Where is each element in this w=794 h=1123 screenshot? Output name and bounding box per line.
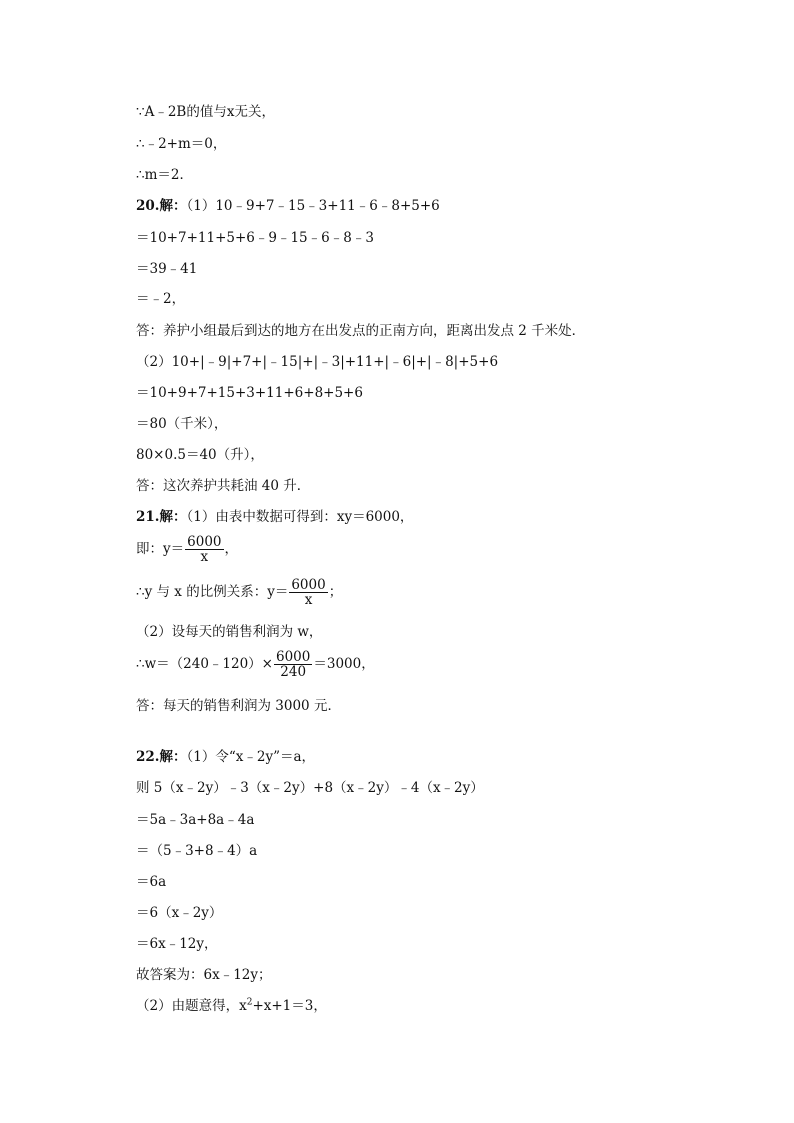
q20-line-6: ＝10+9+7+15+3+11+6+8+5+6 bbox=[136, 385, 363, 401]
line-2: ∴﹣2+m＝0， bbox=[136, 136, 227, 152]
q21-fraction-line-1: 即：y＝ $\frac{6000}{x}$ ， bbox=[136, 534, 238, 565]
q22-line-4: ＝（5﹣3+8﹣4）a bbox=[136, 843, 258, 859]
q22-label: 22.解： bbox=[136, 749, 187, 765]
q21-answer: 答：每天的销售利润为 3000 元． bbox=[136, 698, 341, 714]
q22-line-8: 故答案为：6x﹣12y； bbox=[136, 967, 272, 983]
q21-line-w: （2）设每天的销售利润为 w， bbox=[136, 624, 323, 640]
fraction: $\frac{6000}{240}$ bbox=[276, 649, 311, 680]
line-3: ∴m＝2． bbox=[136, 167, 193, 183]
q22-line-6: ＝6（x﹣2y） bbox=[136, 905, 223, 921]
q22-line-2: 则 5（x﹣2y）﹣3（x﹣2y）+8（x﹣2y）﹣4（x﹣2y） bbox=[136, 780, 484, 796]
q22-line-3: ＝5a﹣3a+8a﹣4a bbox=[136, 812, 255, 828]
q20-line-8: 80×0.5＝40（升）， bbox=[136, 447, 264, 463]
q21-label: 21.解： bbox=[136, 509, 187, 525]
q21-fraction-line-3: ∴w＝（240﹣120）× $\frac{6000}{240}$ ＝3000， bbox=[136, 649, 375, 680]
q22-line-9: （2）由题意得，$x^2+x+1=3$， bbox=[136, 997, 327, 1014]
q20-line-5: （2）10+|﹣9|+7+|﹣15|+|﹣3|+11+|﹣6|+|﹣8|+5+6 bbox=[136, 354, 499, 370]
q20-answer-1: 答：养护小组最后到达的地方在出发点的正南方向，距离出发点 2 千米处． bbox=[136, 323, 586, 339]
q22-line-5: ＝6a bbox=[136, 874, 167, 890]
q21-text: （1）由表中数据可得到：xy＝6000， bbox=[186, 509, 414, 525]
q20-text: （1）10﹣9+7﹣15﹣3+11﹣6﹣8+5+6 bbox=[186, 198, 440, 214]
fraction: $\frac{6000}{x}$ bbox=[291, 577, 326, 608]
q22-line-7: ＝6x﹣12y， bbox=[136, 936, 218, 952]
q20-line-1 bbox=[136, 197, 440, 215]
q20-answer-2: 答：这次养护共耗油 40 升． bbox=[136, 478, 311, 494]
fraction: $\frac{6000}{x}$ bbox=[187, 534, 222, 565]
q21-line-1 bbox=[136, 508, 413, 526]
q22-line-1 bbox=[136, 748, 315, 766]
q20-line-4: ＝﹣2， bbox=[136, 291, 186, 307]
q20-line-2: ＝10+7+11+5+6﹣9﹣15﹣6﹣8﹣3 bbox=[136, 230, 374, 246]
line-1: ∵A﹣2B的值与x无关， bbox=[136, 104, 275, 120]
q20-label: 20.解： bbox=[136, 198, 187, 214]
q20-line-7: ＝80（千米）， bbox=[136, 416, 228, 432]
q22-text: （1）令“x﹣2y”＝a， bbox=[186, 749, 316, 765]
q20-line-3: ＝39﹣41 bbox=[136, 261, 198, 277]
q21-fraction-line-2: ∴y 与 x 的比例关系：y＝ $\frac{6000}{x}$ ； bbox=[136, 577, 343, 608]
